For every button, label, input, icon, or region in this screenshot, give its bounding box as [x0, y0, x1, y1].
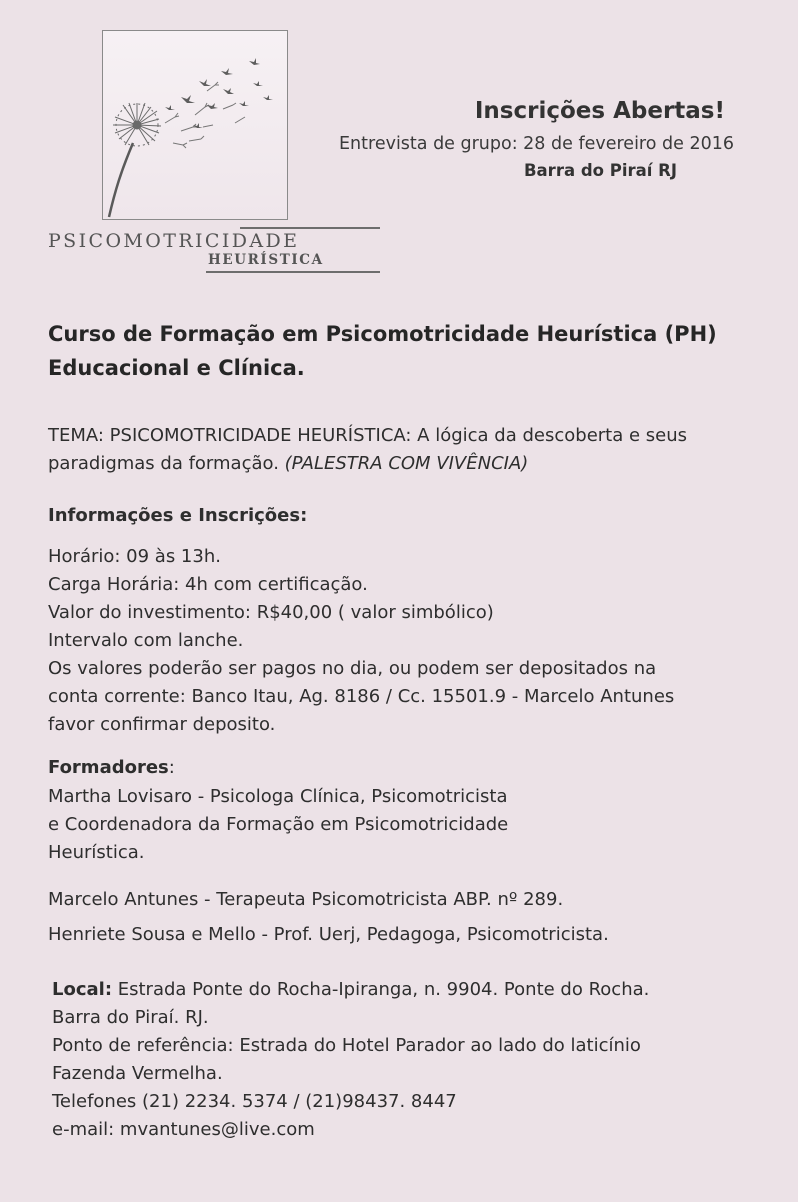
trainers-heading-label: Formadores [48, 757, 169, 778]
theme-line2 [48, 450, 528, 478]
info-workload: Carga Horária: 4h com certificação. [48, 574, 368, 595]
logo-subtitle: HEURÍSTICA [208, 252, 324, 268]
course-title-line2: Educacional e Clínica. [48, 356, 305, 380]
logo-divider-top [240, 227, 380, 229]
info-payment-line1: Os valores poderão ser pagos no dia, ou podem ser depositados na [48, 658, 657, 679]
trainers-heading-colon: : [168, 757, 175, 778]
local-label: Local: [52, 979, 113, 1000]
trainer-henriete: Henriete Sousa e Mello - Prof. Uerj, Pedagoga, Psicomotricista. [48, 924, 609, 945]
trainers-heading [48, 754, 175, 782]
logo-divider-bottom [206, 271, 380, 273]
info-payment-line3: favor confirmar deposito. [48, 714, 276, 735]
info-break: Intervalo com lanche. [48, 630, 244, 651]
local-line1 [52, 976, 649, 1004]
info-price: Valor do investimento: R$40,00 ( valor simbólico) [48, 602, 494, 623]
logo-name: PSICOMOTRICIDADE [48, 230, 300, 252]
info-payment-line2: conta corrente: Banco Itau, Ag. 8186 / Cc. 15501.9 - Marcelo Antunes [48, 686, 675, 707]
local-reference-line1: Ponto de referência: Estrada do Hotel Parador ao lado do laticínio [52, 1035, 641, 1056]
local-reference-line2: Fazenda Vermelha. [52, 1063, 223, 1084]
theme-note: (PALESTRA COM VIVÊNCIA) [284, 453, 529, 474]
trainer-martha-line3: Heurística. [48, 842, 145, 863]
dandelion-illustration [103, 31, 287, 219]
interview-date: Entrevista de grupo: 28 de fevereiro de 2016 [339, 134, 734, 154]
trainer-marcelo: Marcelo Antunes - Terapeuta Psicomotricista ABP. nº 289. [48, 889, 564, 910]
local-address: Estrada Ponte do Rocha-Ipiranga, n. 9904. Ponte do Rocha. [112, 979, 650, 1000]
trainer-martha-line2: e Coordenadora da Formação em Psicomotricidade [48, 814, 509, 835]
course-title-line1: Curso de Formação em Psicomotricidade Heurística (PH) [48, 322, 717, 346]
logo-image [102, 30, 288, 220]
theme-text: paradigmas da formação. [48, 453, 285, 474]
contact-phones: Telefones (21) 2234. 5374 / (21)98437. 8447 [52, 1091, 457, 1112]
event-city: Barra do Piraí RJ [523, 161, 677, 180]
local-line2: Barra do Piraí. RJ. [52, 1007, 209, 1028]
info-schedule: Horário: 09 às 13h. [48, 546, 221, 567]
info-heading: Informações e Inscrições: [48, 505, 308, 526]
registration-open-title: Inscrições Abertas! [474, 98, 725, 124]
trainer-martha-line1: Martha Lovisaro - Psicologa Clínica, Psicomotricista [48, 786, 508, 807]
contact-email: e-mail: mvantunes@live.com [52, 1119, 315, 1140]
theme-line1: TEMA: PSICOMOTRICIDADE HEURÍSTICA: A lógica da descoberta e seus [48, 425, 688, 446]
